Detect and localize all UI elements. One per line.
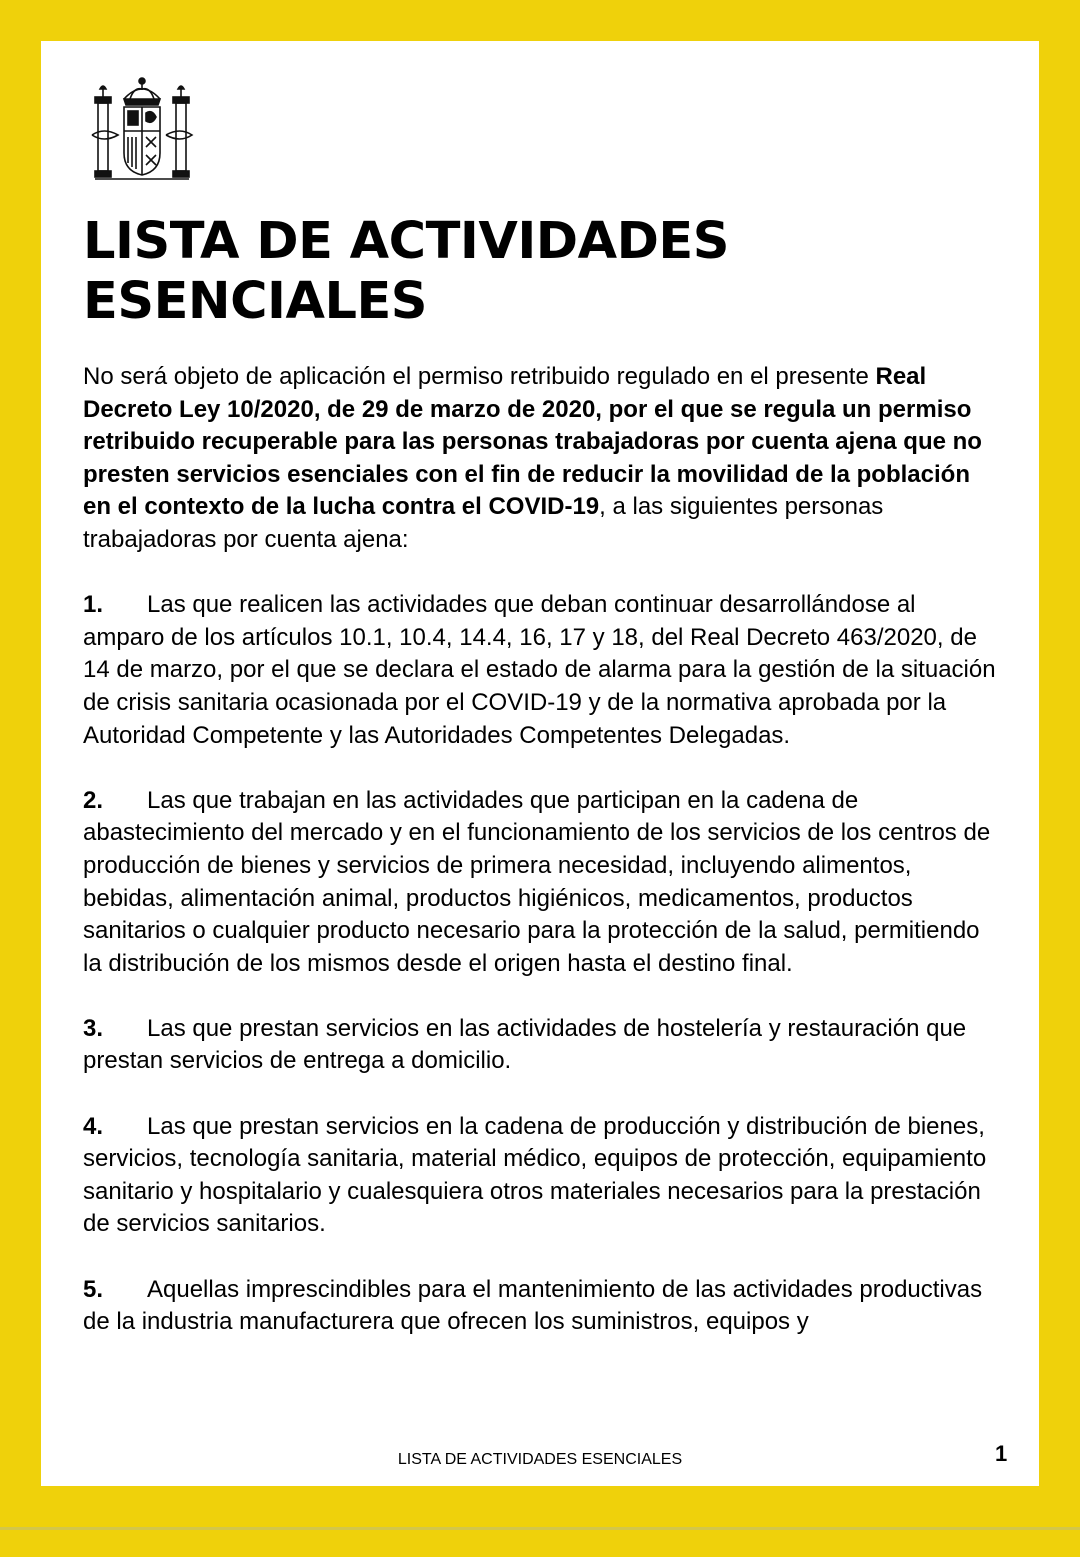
- list-item: [83, 1274, 1003, 1339]
- list-item-text: Las que prestan servicios en la cadena de producción y distribución de bienes, servicios, tecnología sanitaria, material médico, equipos de protección, equipamiento sanitario y hospitalario y cualesquiera otros materiales necesarios para la prestación de servicios sanitarios.: [83, 1112, 987, 1238]
- list-item-number: 2.: [83, 786, 104, 814]
- page-title: [83, 212, 983, 332]
- list-item: [83, 1013, 1003, 1078]
- list-item: [83, 785, 1003, 981]
- intro-paragraph: [83, 361, 1003, 557]
- intro-decree-reference: Real Decreto Ley 10/2020, de 29 de marzo de 2020, por el que se regula un permiso retribuido recuperable para las personas trabajadoras por cuenta ajena que no presten servicios esenciales con el fin de reducir la movilidad de la población en el contexto de la lucha contra el COVID-19: [83, 363, 982, 521]
- document-body: [83, 361, 1003, 1371]
- footer-title: LISTA DE ACTIVIDADES ESENCIALES: [397, 1451, 683, 1468]
- list-item-number: 5.: [83, 1275, 104, 1303]
- page-number: 1: [995, 1441, 1008, 1466]
- title-line-2: ESENCIALES: [83, 272, 428, 331]
- list-item-number: 3.: [83, 1014, 104, 1042]
- list-item-number: 1.: [83, 591, 104, 619]
- list-item-text: Aquellas imprescindibles para el mantenimiento de las actividades productivas de la industria manufacturera que ofrecen los suministros, equipos y: [83, 1275, 983, 1336]
- title-line-1: LISTA DE ACTIVIDADES: [83, 212, 730, 271]
- bottom-divider: [0, 1527, 1080, 1530]
- intro-text-before: No será objeto de aplicación el permiso retribuido regulado en el presente: [83, 363, 876, 390]
- list-item-text: Las que trabajan en las actividades que participan en la cadena de abastecimiento del mercado y en el funcionamiento de los servicios de los centros de producción de bienes y servicios de primera necesidad, incluyendo alimentos, bebidas, alimentación animal, productos higiénicos, medicamentos, productos sanitarios o cualquier producto necesario para la protección de la salud, permitiendo la distribución de los mismos desde el origen hasta el destino final.: [83, 786, 991, 977]
- list-item: [83, 1111, 1003, 1241]
- intro-text-after: , a las siguientes personas trabajadoras por cuenta ajena:: [83, 493, 884, 553]
- list-item-text: Las que prestan servicios en las actividades de hostelería y restauración que prestan servicios de entrega a domicilio.: [83, 1014, 967, 1075]
- document-page: [41, 41, 1039, 1486]
- list-item-number: 4.: [83, 1112, 104, 1140]
- coat-of-arms-icon: [90, 75, 194, 187]
- list-item: [83, 589, 1003, 752]
- list-item-text: Las que realicen las actividades que deban continuar desarrollándose al amparo de los artículos 10.1, 10.4, 14.4, 16, 17 y 18, del Real Decreto 463/2020, de 14 de marzo, por el que se declara el estado de alarma para la gestión de la situación de crisis sanitaria ocasionada por el COVID-19 y de la normativa aprobada por la Autoridad Competente y las Autoridades Competentes Delegadas.: [83, 591, 996, 749]
